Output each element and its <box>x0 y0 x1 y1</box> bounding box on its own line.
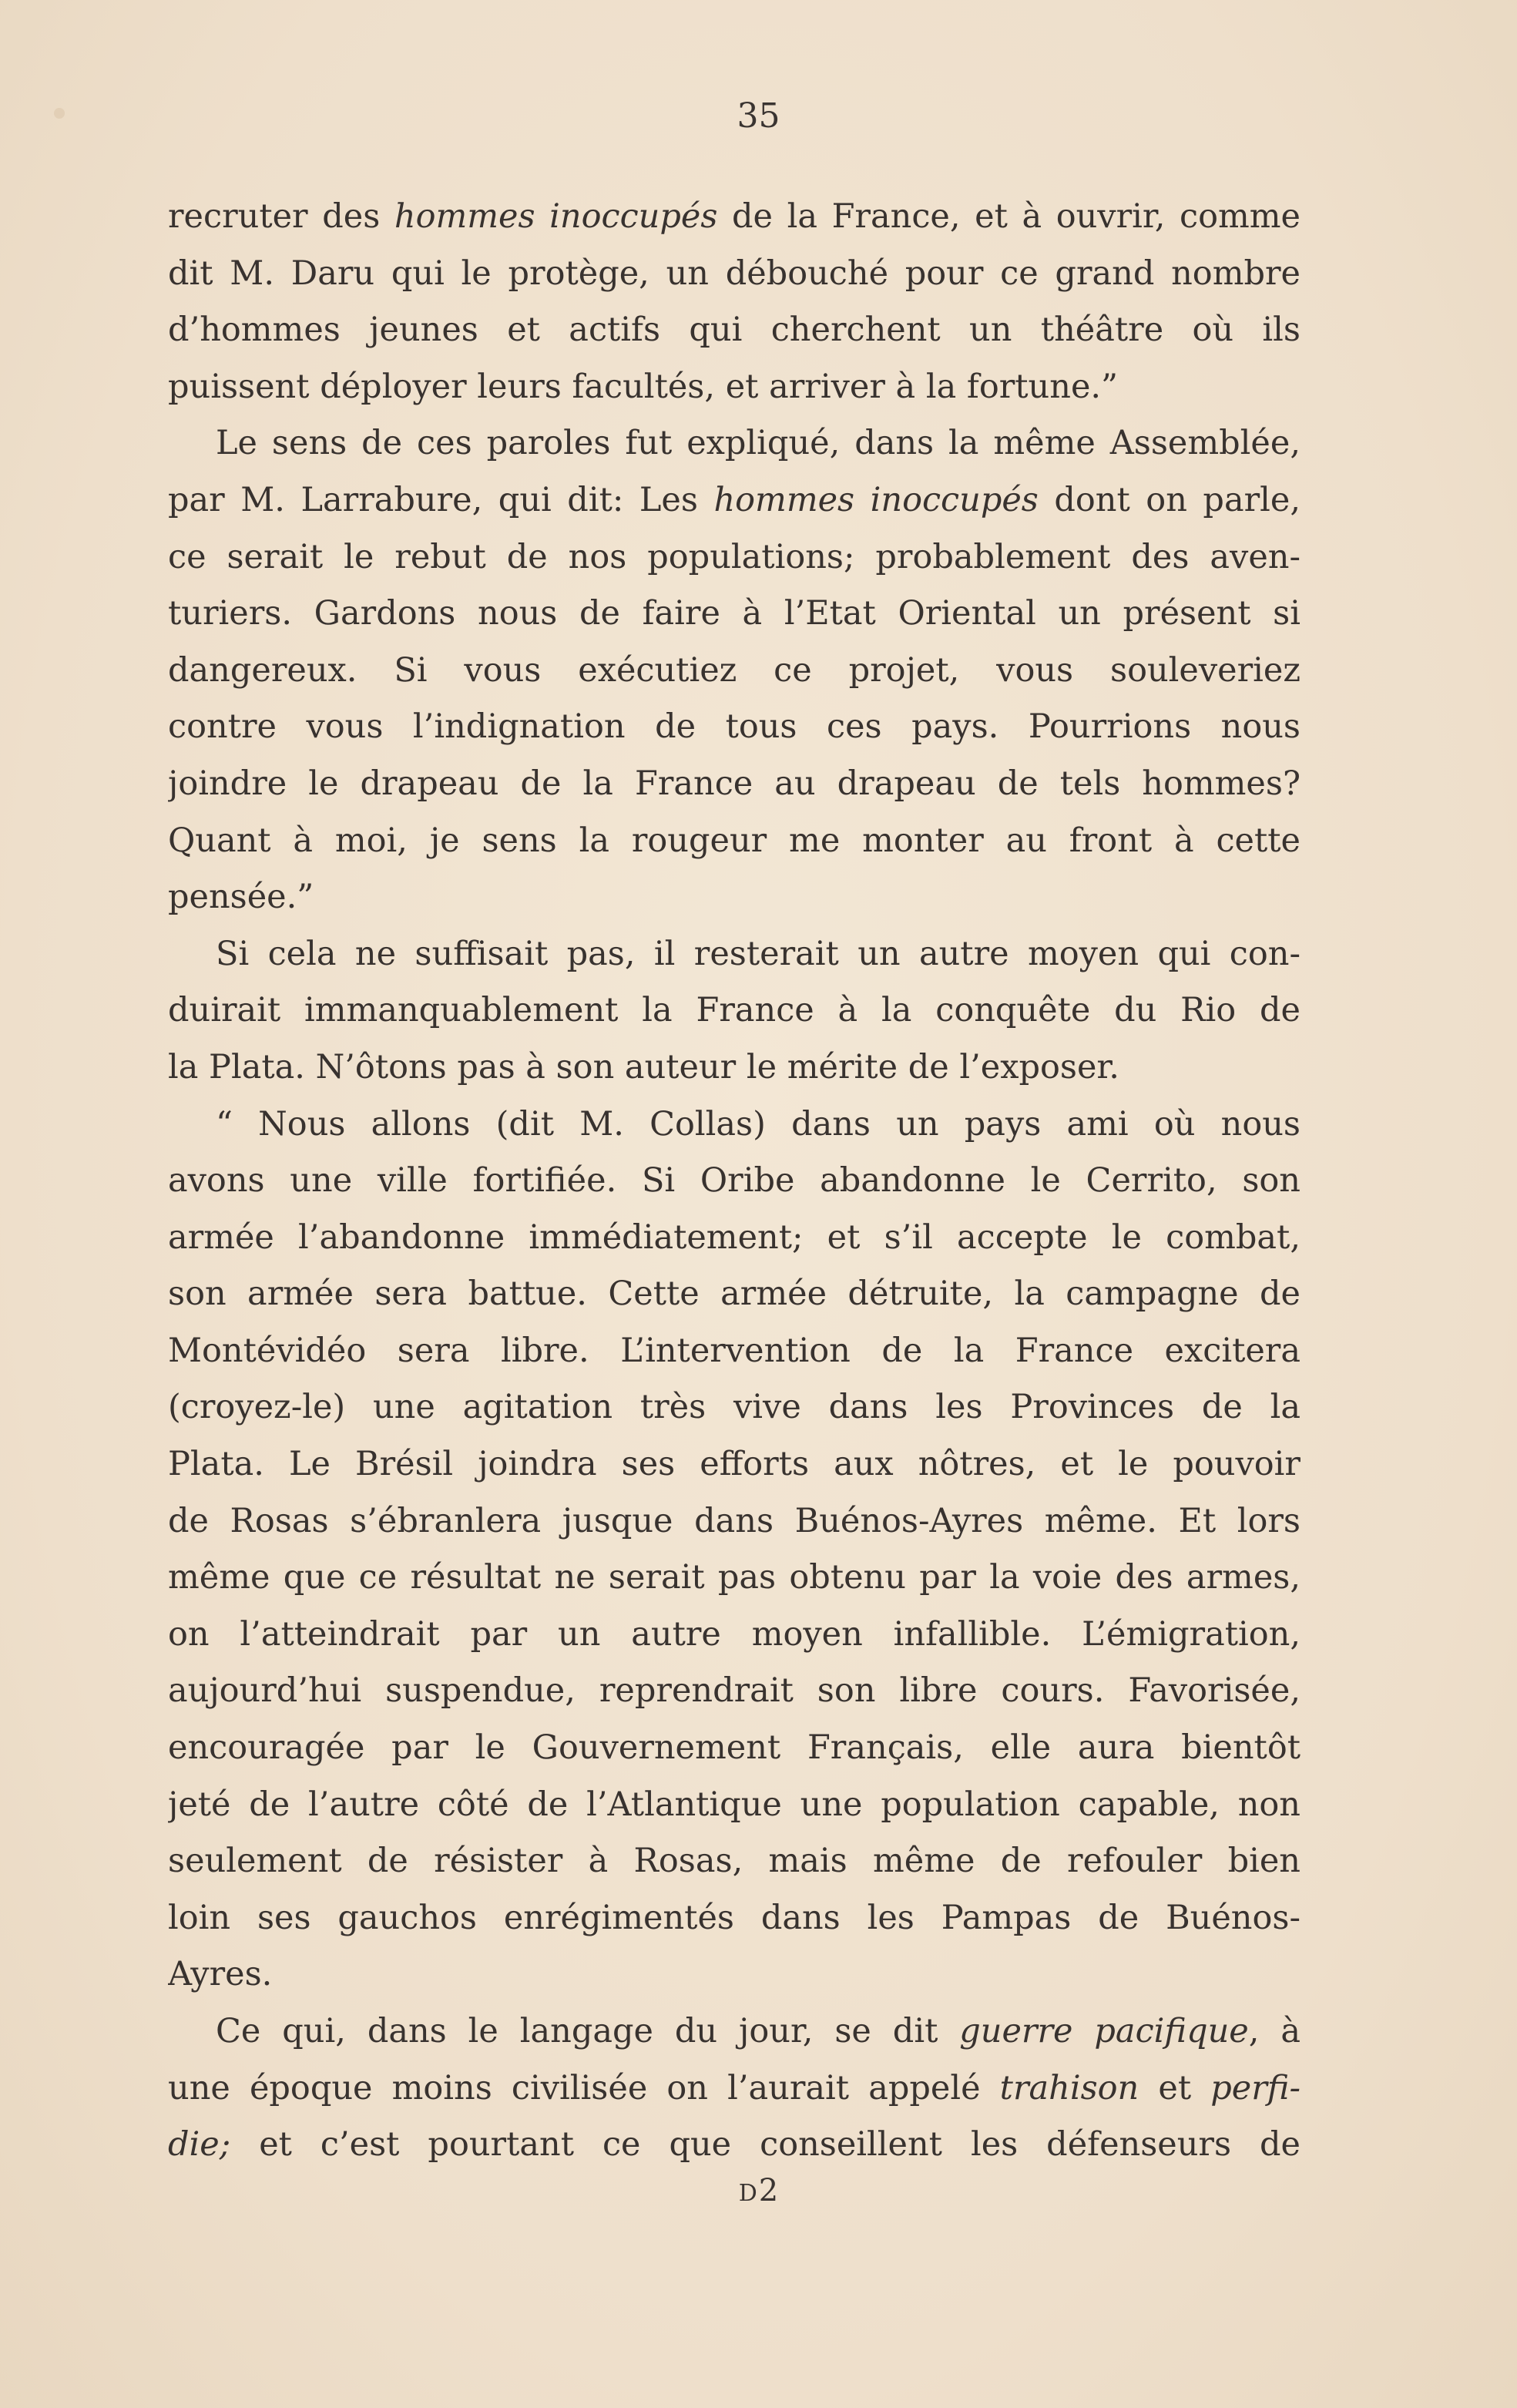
italic-text: hommes inoccupés <box>394 197 718 236</box>
text-line <box>168 1153 1301 1210</box>
text-line <box>168 302 1301 359</box>
text-line <box>168 869 1301 926</box>
italic-text: perfi- <box>1210 2068 1301 2107</box>
italic-text: hommes inoccupés <box>713 480 1039 519</box>
printer-signature-mark <box>0 2173 1517 2208</box>
text-run: dangereux. Si vous exécutiez ce projet, vous souleveriez <box>168 650 1301 690</box>
text-run: ce serait le rebut de nos populations; probablement des aven- <box>168 537 1301 576</box>
page-number: 35 <box>737 96 780 136</box>
text-line <box>168 1379 1301 1436</box>
text-run: Quant à moi, je sens la rougeur me monter au front à cette <box>168 821 1301 860</box>
text-line <box>168 1946 1301 2003</box>
text-run: Ce qui, dans le langage du jour, se dit <box>216 2012 960 2050</box>
text-run: encouragée par le Gouvernement Français, elle aura bientôt <box>168 1728 1301 1768</box>
text-line <box>168 1550 1301 1607</box>
text-run: avons une ville fortifiée. Si Oribe abandonne le Cerrito, son <box>168 1161 1301 1201</box>
text-run: Montévidéo sera libre. L’intervention de la France excitera <box>168 1331 1301 1370</box>
text-run: puissent déployer leurs facultés, et arriver à la fortune.” <box>168 367 1119 406</box>
text-run: la Plata. N’ôtons pas à son auteur le mérite de l’exposer. <box>168 1047 1119 1086</box>
text-line <box>168 1266 1301 1323</box>
text-run: joindre le drapeau de la France au drapeau de tels hommes? <box>168 764 1301 803</box>
text-run: loin ses gauchos enrégimentés dans les Pampas de Buénos- <box>168 1898 1301 1937</box>
text-line <box>168 1607 1301 1664</box>
text-run: on l’atteindrait par un autre moyen infallible. L’émigration, <box>168 1614 1301 1654</box>
text-line <box>168 1323 1301 1380</box>
signature-number: 2 <box>758 2173 779 2208</box>
text-run: par M. Larrabure, qui dit: Les <box>168 480 714 519</box>
text-line <box>168 1039 1301 1097</box>
text-run: de la France, et à ouvrir, comme <box>717 197 1301 236</box>
text-run: dont on parle, <box>1038 480 1301 519</box>
text-line <box>168 2003 1301 2060</box>
text-run: même que ce résultat ne serait pas obtenu par la voie des armes, <box>168 1558 1301 1597</box>
text-line <box>168 2060 1301 2117</box>
text-run: Plata. Le Brésil joindra ses efforts aux nôtres, et le pouvoir <box>168 1445 1301 1484</box>
text-run: une époque moins civilisée on l’aurait appelé <box>168 2068 1000 2107</box>
text-run: seulement de résister à Rosas, mais même de refouler bien <box>168 1842 1301 1881</box>
text-line <box>168 1833 1301 1890</box>
text-run: “ Nous allons (dit M. Collas) dans un pays ami où nous <box>216 1104 1301 1144</box>
text-line <box>168 472 1301 529</box>
text-line <box>168 1493 1301 1550</box>
text-line <box>168 813 1301 870</box>
text-run: et <box>1139 2068 1211 2107</box>
text-line <box>168 529 1301 586</box>
text-line <box>168 2117 1301 2174</box>
text-line <box>168 643 1301 700</box>
text-line <box>168 699 1301 756</box>
text-line <box>168 1777 1301 1834</box>
text-line <box>168 1663 1301 1720</box>
text-line <box>168 756 1301 813</box>
italic-text: die; <box>168 2125 231 2165</box>
text-run: Si cela ne suffisait pas, il resterait un autre moyen qui con- <box>216 934 1301 973</box>
text-line <box>168 586 1301 643</box>
text-run: Le sens de ces paroles fut expliqué, dans la même Assemblée, <box>216 424 1301 463</box>
signature-letter: D <box>738 2180 759 2207</box>
body-text <box>168 189 1301 2174</box>
text-run: de Rosas s’ébranlera jusque dans Buénos-Ayres même. Et lors <box>168 1501 1301 1540</box>
text-line <box>168 1210 1301 1267</box>
text-run: turiers. Gardons nous de faire à l’Etat Oriental un présent si <box>168 594 1301 633</box>
text-run: jeté de l’autre côté de l’Atlantique une population capable, non <box>168 1785 1301 1824</box>
text-run: recruter des <box>168 197 394 236</box>
text-line <box>168 189 1301 246</box>
text-run: et c’est pourtant ce que conseillent les défenseurs de <box>230 2125 1301 2165</box>
text-run: son armée sera battue. Cette armée détruite, la campagne de <box>168 1275 1301 1314</box>
text-run: d’hommes jeunes et actifs qui cherchent un théâtre où ils <box>168 311 1301 350</box>
text-run: pensée.” <box>168 878 314 917</box>
text-line <box>168 982 1301 1039</box>
text-line <box>168 926 1301 983</box>
text-line <box>168 1890 1301 1947</box>
text-run: (croyez-le) une agitation très vive dans les Provinces de la <box>168 1388 1301 1427</box>
text-line <box>168 1436 1301 1493</box>
text-line <box>168 415 1301 472</box>
italic-text: guerre pacifique <box>959 2012 1249 2050</box>
text-line <box>168 1097 1301 1154</box>
text-run: duirait immanquablement la France à la conquête du Rio de <box>168 991 1301 1030</box>
italic-text: trahison <box>999 2068 1139 2107</box>
text-line <box>168 1720 1301 1777</box>
text-run: contre vous l’indignation de tous ces pays. Pourrions nous <box>168 707 1301 747</box>
text-run: Ayres. <box>168 1955 273 1994</box>
text-run: , à <box>1248 2012 1301 2050</box>
text-line <box>168 246 1301 303</box>
text-run: armée l’abandonne immédiatement; et s’il accepte le combat, <box>168 1217 1301 1257</box>
text-run: aujourd’hui suspendue, reprendrait son libre cours. Favorisée, <box>168 1671 1301 1711</box>
text-run: dit M. Daru qui le protège, un débouché pour ce grand nombre <box>168 254 1301 293</box>
text-line <box>168 359 1301 416</box>
